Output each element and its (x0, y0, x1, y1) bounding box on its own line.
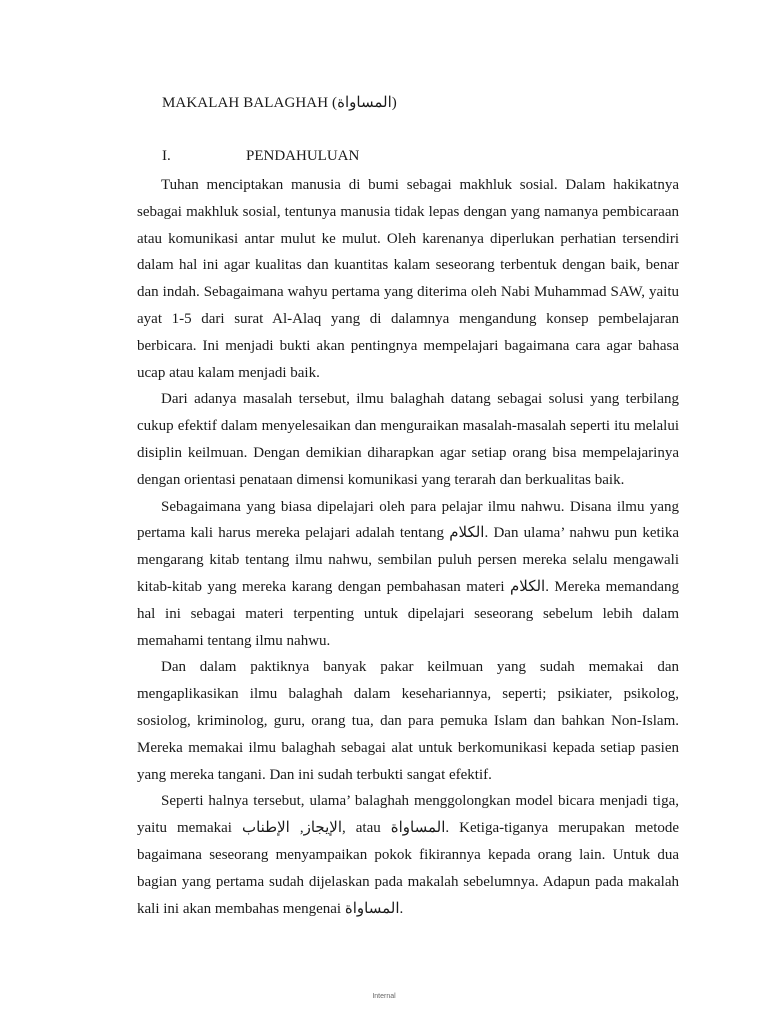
paragraph: Sebagaimana yang biasa dipelajari oleh para pelajar ilmu nahwu. Disana ilmu yang pertama kali harus mereka pelajari adalah tentang الكلام. Dan ulama’ nahwu pun ketika mengarang kitab tentang ilmu nahwu, sembilan puluh persen mereka selalu mengawali kitab-kitab yang mereka karang dengan pembahasan materi الكلام. Mereka memandang hal ini sebagai materi terpenting untuk dipelajari seseorang sebelum lebih dalam memahami tentang ilmu nahwu. (137, 498, 679, 649)
paragraph: Tuhan menciptakan manusia di bumi sebagai makhluk sosial. Dalam hakikatnya sebagai makhluk sosial, tentunya manusia tidak lepas dengan yang namanya pembicaraan atau komunikasi antar mulut ke mulut. Oleh karenanya diperlukan perhatian tersendiri dalam hal ini agar kualitas dan kuantitas kalam seseorang terbentuk dengan baik, benar dan indah. Sebagaimana wahyu pertama yang diterima oleh Nabi Muhammad SAW, yaitu ayat 1-5 dari surat Al-Alaq yang di dalamnya mengandung konsep pembelajaran berbicara. Ini menjadi bukti akan pentingnya mempelajari bagaimana cara agar bahasa ucap atau kalam menjadi baik. (137, 177, 679, 381)
section-number: I. (162, 148, 171, 164)
paragraph: Dari adanya masalah tersebut, ilmu balaghah datang sebagai solusi yang terbilang cukup efektif dalam menyelesaikan dan menguraikan masalah-masalah seperti itu melalui disiplin keilmuan. Dengan demikian diharapkan agar setiap orang bisa mempelajarinya dengan orientasi penataan dimensi komunikasi yang terarah dan berkualitas baik. (137, 391, 679, 488)
paragraph: Dan dalam paktiknya banyak pakar keilmuan yang sudah memakai dan mengaplikasikan ilmu balaghah dalam kesehariannya, seperti; psikiater, psikolog, sosiolog, kriminolog, guru, orang tua, dan para pemuka Islam dan bahkan Non-Islam. Mereka memakai ilmu balaghah sebagai alat untuk berkomunikasi kepada setiap pasien yang mereka tangani. Dan ini sudah terbukti sangat efektif. (137, 659, 679, 783)
paragraph: Seperti halnya tersebut, ulama’ balaghah menggolongkan model bicara menjadi tiga, yaitu memakai الإيجاز, الإطناب, atau المساواة. Ketiga-tiganya merupakan metode bagaimana seseorang menyampaikan pokok fikirannya kepada orang lain. Untuk dua bagian yang pertama sudah dijelaskan pada makalah sebelumnya. Adapun pada makalah kali ini akan membahas mengenai المساواة. (137, 793, 680, 917)
section-heading (162, 148, 359, 165)
document-body (137, 172, 679, 922)
section-title: PENDAHULUAN (246, 148, 360, 164)
document-title: MAKALAH BALAGHAH (المساواة) (162, 95, 397, 111)
classification-label: Internal (372, 993, 396, 1000)
